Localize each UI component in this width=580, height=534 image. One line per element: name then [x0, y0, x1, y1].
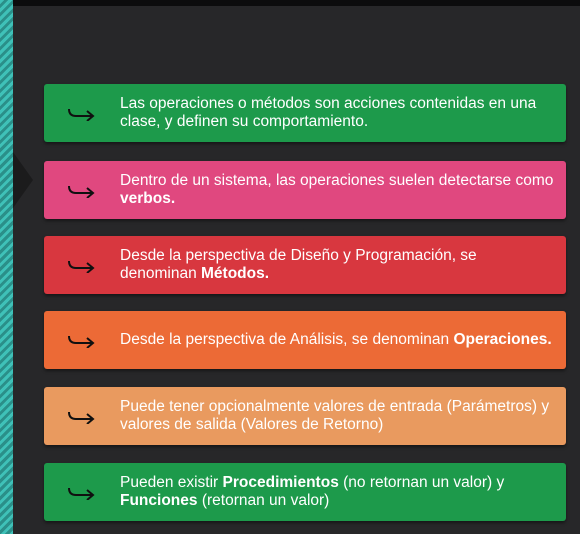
card-text: Desde la perspectiva de Análisis, se denominan Operaciones.: [120, 331, 552, 348]
hook-arrow-right-icon: [44, 408, 120, 424]
hook-arrow-right-icon: [44, 257, 120, 273]
card-metodos: [44, 236, 566, 294]
hook-arrow-right-icon: [44, 332, 120, 348]
card-text: Las operaciones o métodos son acciones contenidas en una clase, y definen su comportamiento.: [120, 95, 537, 130]
card-text: Puede tener opcionalmente valores de entrada (Parámetros) y valores de salida (Valores de Retorno): [120, 398, 550, 433]
card-operaciones-analisis: [44, 311, 566, 369]
card-text: Pueden existir Procedimientos (no retornan un valor) y Funciones (retornan un valor): [120, 474, 505, 509]
hook-arrow-right-icon: [44, 105, 120, 121]
card-text: Dentro de un sistema, las operaciones suelen detectarse como verbos.: [120, 172, 554, 207]
card-verbos: [44, 161, 566, 219]
card-text: Desde la perspectiva de Diseño y Programación, se denominan Métodos.: [120, 247, 477, 282]
hook-arrow-right-icon: [44, 182, 120, 198]
card-parametros: [44, 387, 566, 445]
card-procedimientos-funciones: [44, 463, 566, 521]
hook-arrow-right-icon: [44, 484, 120, 500]
card-operaciones-definicion: [44, 84, 566, 142]
